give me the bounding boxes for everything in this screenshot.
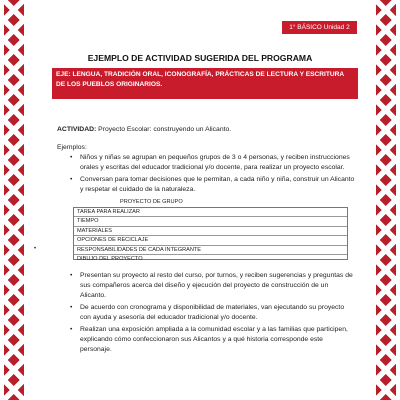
bullet-icon: • xyxy=(70,154,73,161)
list-item-text: De acuerdo con cronograma y disponibilidad de materiales, van ejecutando su proyecto con ayuda y asesoría del educador tradicional y/o docente. xyxy=(80,304,345,321)
page-title: EJEMPLO DE ACTIVIDAD SUGERIDA DEL PROGRAMA xyxy=(87,53,313,63)
list-item-text: Conversan para tomar decisiones que le permitan, a cada niño y niña, construir un Alicanto y respetar el cuidado de la naturaleza. xyxy=(80,176,355,193)
list-item-text: Realizan una exposición ampliada a la comunidad escolar y a las familias que participen, explicando cómo confeccionaron sus Alicantos y a qué historia corresponde este personaje. xyxy=(80,326,348,353)
table-row: TIEMPO xyxy=(74,217,347,226)
bullet-icon: • xyxy=(70,326,73,333)
bullet-icon: • xyxy=(70,272,73,279)
bullet-icon: • xyxy=(70,176,73,183)
table-row: RESPONSABILIDADES DE CADA INTEGRANTE xyxy=(74,246,347,255)
ejemplos-label: Ejemplos: xyxy=(57,144,87,151)
stray-mark: • xyxy=(34,246,37,252)
list-item xyxy=(70,153,355,173)
bullet-icon: • xyxy=(70,304,73,311)
list-item xyxy=(70,271,355,301)
list-item-text: Presentan su proyecto al resto del curso, por turnos, y reciben sugerencias y preguntas de sus compañeros acerca del diseño y ejecución del proyecto de construcción de un Alicanto. xyxy=(80,272,353,299)
proyecto-table xyxy=(73,207,348,260)
unit-badge: 1° BÁSICO Unidad 2 xyxy=(282,21,357,34)
table-row: DIBUJO DEL PROYECTO xyxy=(77,255,143,262)
actividad-label: ACTIVIDAD: xyxy=(57,126,97,133)
actividad-line xyxy=(57,126,231,133)
eje-banner: EJE: LENGUA, TRADICIÓN ORAL, ICONOGRAFÍA, PRÁCTICAS DE LECTURA Y ESCRITURA DE LOS PUEBLOS ORIGINARIOS. xyxy=(52,68,358,99)
list-item xyxy=(70,325,355,355)
table-row: MATERIALES xyxy=(74,227,347,236)
list-item-text: Niños y niñas se agrupan en pequeños grupos de 3 o 4 personas, y reciben instrucciones orales y escritas del educador tradicional y/o docente, para realizar un proyecto escolar. xyxy=(80,154,350,171)
list-item xyxy=(70,303,355,323)
examples-list-first xyxy=(70,153,355,197)
actividad-text: Proyecto Escolar: construyendo un Alicanto. xyxy=(96,126,232,133)
table-row: OPCIONES DE RECICLAJE xyxy=(74,236,347,245)
list-item xyxy=(70,175,355,195)
proyecto-label: PROYECTO DE GRUPO xyxy=(120,199,183,205)
examples-list-second xyxy=(70,271,355,357)
table-row: TAREA PARA REALIZAR xyxy=(74,208,347,217)
